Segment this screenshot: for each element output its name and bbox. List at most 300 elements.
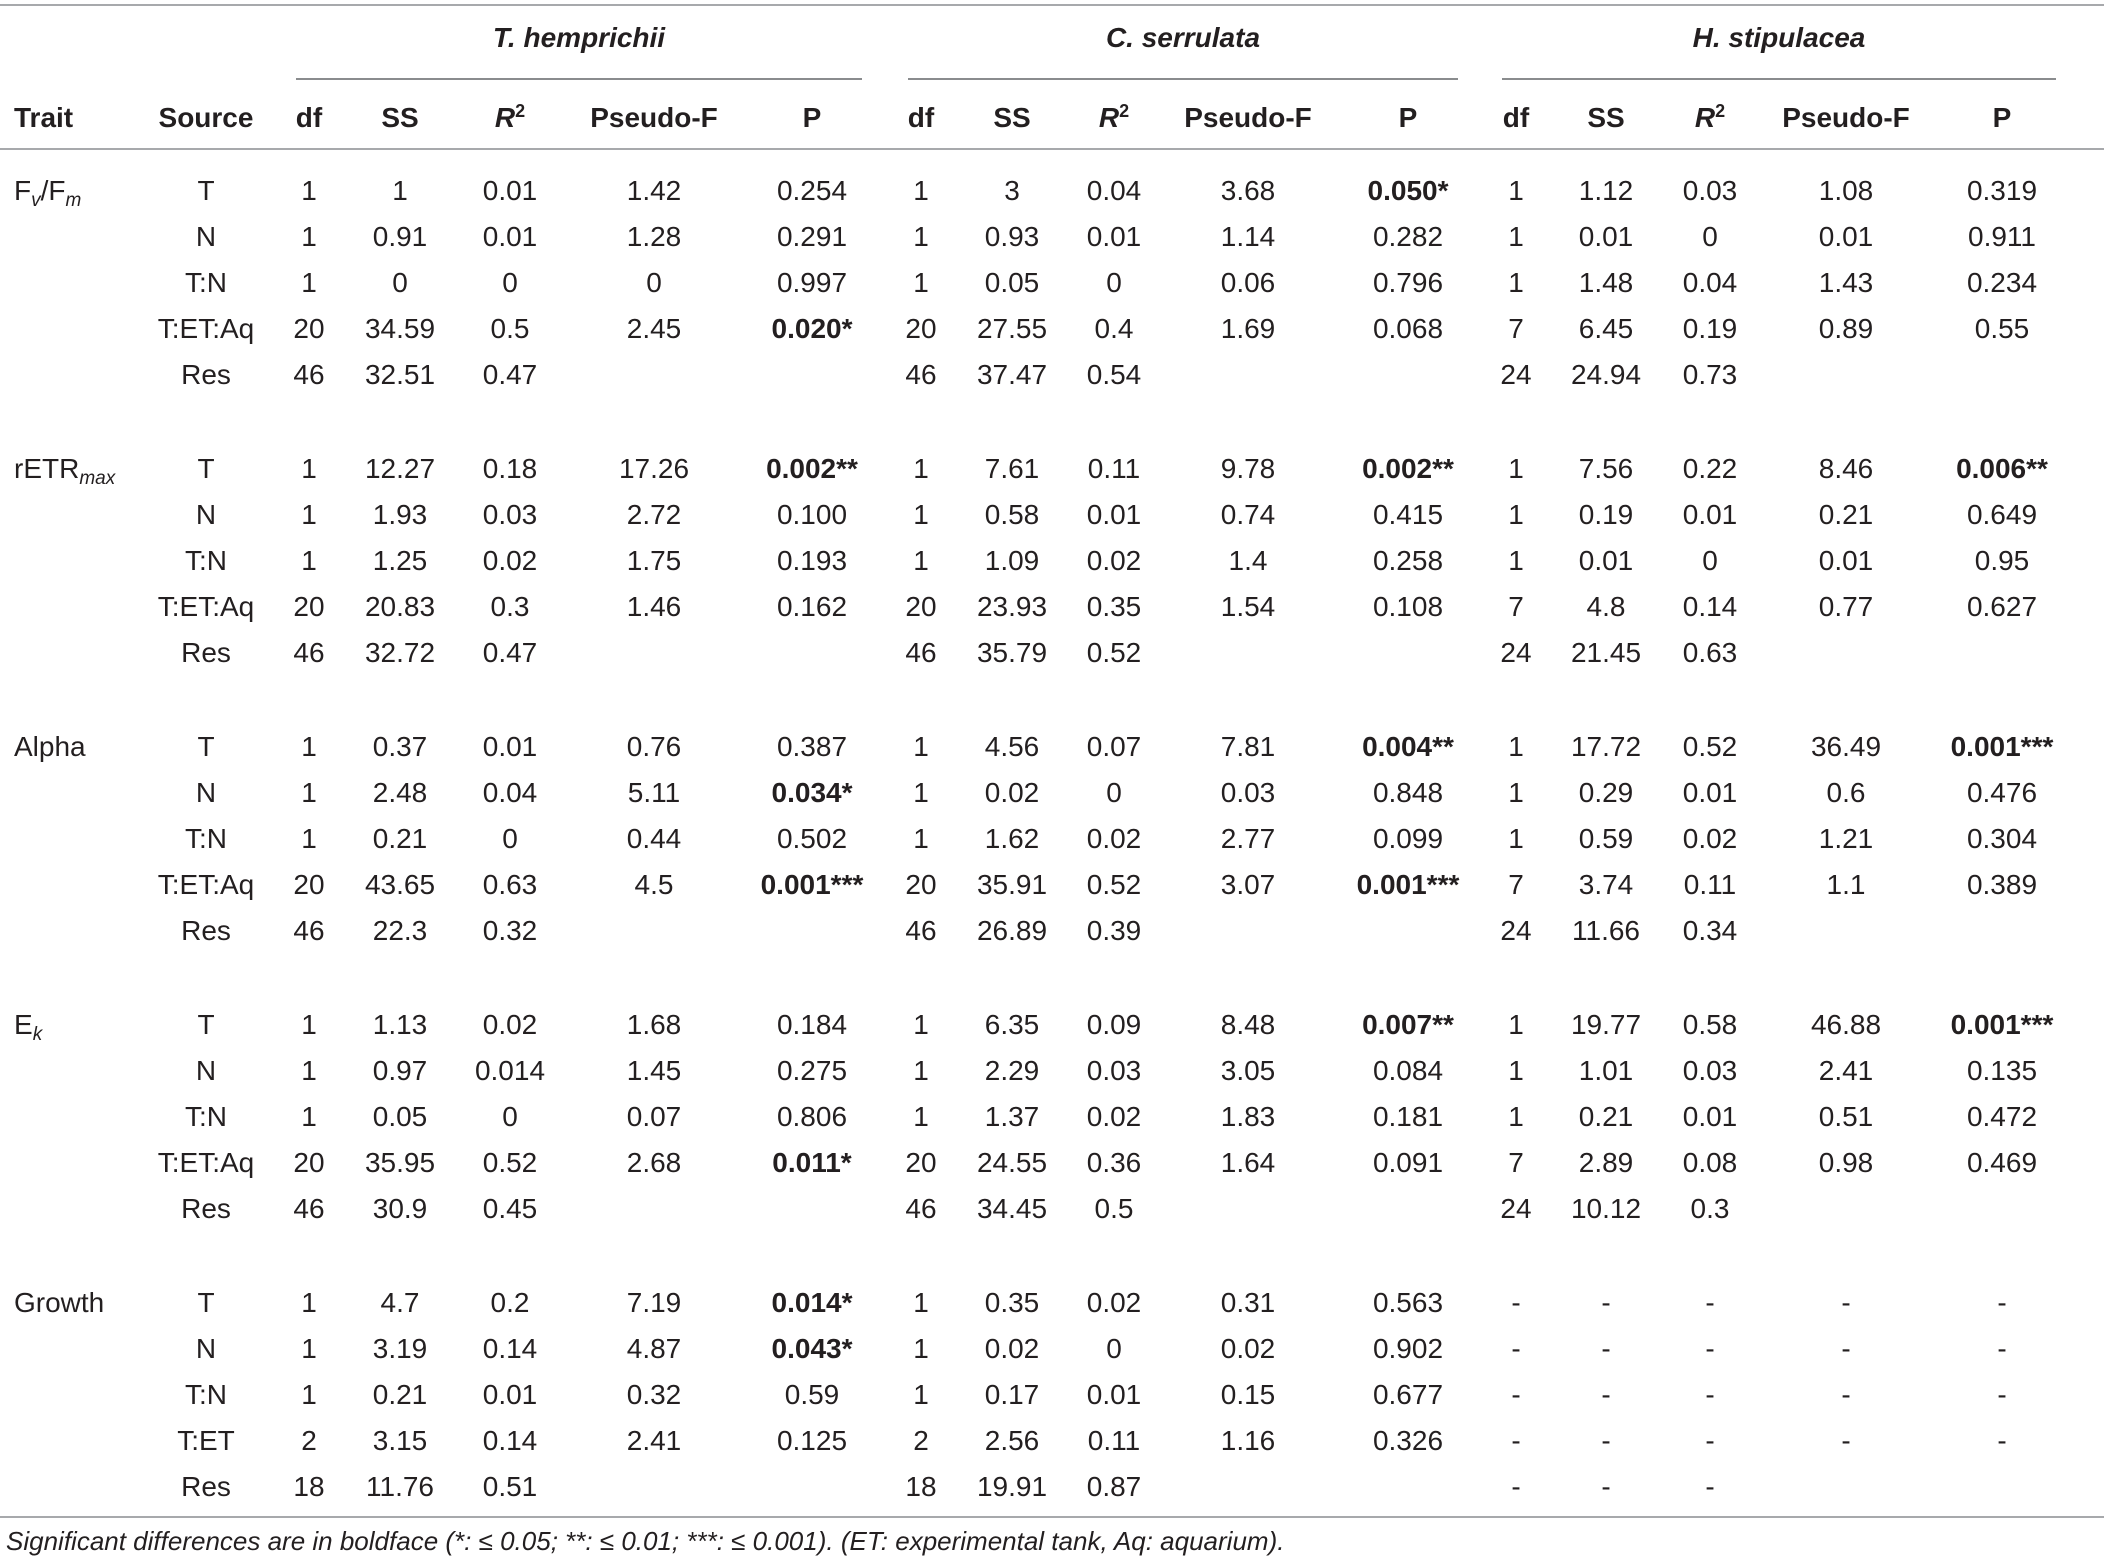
header-ss-2: SS: [1587, 102, 1625, 133]
value-cell: 0.35: [984, 1287, 1040, 1318]
value-cell: 7.56: [1578, 453, 1634, 484]
value-cell: 0.01: [1086, 1379, 1142, 1410]
value-cell: 7: [1508, 313, 1524, 344]
value-cell: 0.76: [626, 731, 682, 762]
value-cell: 0.135: [1966, 1055, 2038, 1086]
value-cell: 4.56: [984, 731, 1040, 762]
value-cell: 0.03: [482, 499, 538, 530]
header-r2-1: [1039, 100, 1189, 136]
table-row: [0, 538, 2104, 584]
value-cell: 1: [913, 731, 929, 762]
value-cell: 2.56: [984, 1425, 1040, 1456]
value-cell: 0.02: [984, 777, 1040, 808]
value-cell: 1: [913, 267, 929, 298]
value-cell: 0.32: [482, 915, 538, 946]
value-cell: 0.001***: [760, 869, 864, 900]
value-cell: 7.61: [984, 453, 1040, 484]
value-cell: -: [1997, 1425, 2007, 1456]
value-cell: 46: [293, 915, 325, 946]
value-cell: 0.15: [1220, 1379, 1276, 1410]
value-cell: 0.002**: [1362, 453, 1454, 484]
header-p-0: P: [802, 102, 822, 133]
value-cell: 0.07: [626, 1101, 682, 1132]
table-row: [0, 306, 2104, 352]
value-cell: 1.21: [1818, 823, 1874, 854]
header-p-1: P: [1398, 102, 1418, 133]
value-cell: 24: [1500, 359, 1532, 390]
value-cell: 2.89: [1578, 1147, 1634, 1178]
value-cell: 1.01: [1578, 1055, 1634, 1086]
value-cell: -: [1841, 1379, 1851, 1410]
value-cell: 2.72: [626, 499, 682, 530]
value-cell: 0.47: [482, 637, 538, 668]
header-r2-base: R: [494, 102, 516, 133]
value-cell: 0.93: [984, 221, 1040, 252]
source-cell: T: [197, 175, 215, 206]
value-cell: 0.254: [776, 175, 848, 206]
value-cell: 0.01: [1578, 221, 1634, 252]
value-cell: 46.88: [1810, 1009, 1882, 1040]
table-row: [0, 1002, 2104, 1048]
value-cell: 1.46: [626, 591, 682, 622]
value-cell: 0.011*: [772, 1147, 852, 1178]
value-cell: 21.45: [1570, 637, 1642, 668]
value-cell: 0.95: [1974, 545, 2030, 576]
value-cell: 26.89: [976, 915, 1048, 946]
table-row: [0, 908, 2104, 954]
source-cell: T: [197, 1009, 215, 1040]
value-cell: 3.05: [1220, 1055, 1276, 1086]
source-cell: Res: [181, 915, 231, 946]
value-cell: 2.48: [372, 777, 428, 808]
header-pseudo-f-2: Pseudo-F: [1782, 102, 1910, 133]
value-cell: 4.87: [626, 1333, 682, 1364]
value-cell: 0.004**: [1362, 731, 1454, 762]
source-cell: T:ET: [177, 1425, 235, 1456]
value-cell: 0.627: [1966, 591, 2038, 622]
value-cell: 43.65: [364, 869, 436, 900]
value-cell: 0.02: [1086, 1287, 1142, 1318]
value-cell: 0.91: [372, 221, 428, 252]
value-cell: -: [1601, 1471, 1611, 1502]
value-cell: 0: [502, 823, 518, 854]
source-cell: Res: [181, 1193, 231, 1224]
value-cell: 1: [913, 1379, 929, 1410]
value-cell: 1: [1508, 823, 1524, 854]
species-header-h-stipulacea: H. stipulacea: [1692, 22, 1866, 53]
value-cell: 1: [1508, 545, 1524, 576]
value-cell: 6.45: [1578, 313, 1634, 344]
value-cell: 1: [301, 1379, 317, 1410]
value-cell: 3.07: [1220, 869, 1276, 900]
value-cell: 1: [301, 175, 317, 206]
value-cell: 0.3: [1690, 1193, 1730, 1224]
value-cell: 6.35: [984, 1009, 1040, 1040]
value-cell: 1: [913, 221, 929, 252]
source-cell: N: [195, 1055, 217, 1086]
value-cell: 0.034*: [771, 777, 853, 808]
value-cell: 0.02: [1220, 1333, 1276, 1364]
value-cell: 0.58: [984, 499, 1040, 530]
value-cell: 0.01: [482, 731, 538, 762]
value-cell: 1: [301, 1101, 317, 1132]
value-cell: 1.68: [626, 1009, 682, 1040]
trait-retr-max: max: [79, 468, 116, 489]
value-cell: 46: [293, 1193, 325, 1224]
value-cell: 17.72: [1570, 731, 1642, 762]
value-cell: 3: [1004, 175, 1020, 206]
value-cell: 0.21: [1818, 499, 1874, 530]
value-cell: 0.043*: [771, 1333, 853, 1364]
value-cell: 0.34: [1682, 915, 1738, 946]
value-cell: 36.49: [1810, 731, 1882, 762]
table-row: [0, 260, 2104, 306]
source-cell: T: [197, 1287, 215, 1318]
value-cell: 1.43: [1818, 267, 1874, 298]
value-cell: 0.29: [1578, 777, 1634, 808]
value-cell: 0.193: [776, 545, 848, 576]
value-cell: 0.01: [1682, 499, 1738, 530]
value-cell: 0.47: [482, 359, 538, 390]
table-row: [0, 214, 2104, 260]
value-cell: 1: [301, 777, 317, 808]
value-cell: 1.45: [626, 1055, 682, 1086]
value-cell: 0.020*: [771, 313, 853, 344]
value-cell: 0.63: [1682, 637, 1738, 668]
value-cell: 0.184: [776, 1009, 848, 1040]
value-cell: 1: [1508, 731, 1524, 762]
source-cell: N: [195, 1333, 217, 1364]
source-cell: Res: [181, 359, 231, 390]
value-cell: 0.39: [1086, 915, 1142, 946]
value-cell: 1: [301, 545, 317, 576]
value-cell: 2.41: [1818, 1055, 1874, 1086]
table-row: [0, 816, 2104, 862]
source-cell: Res: [181, 1471, 231, 1502]
value-cell: 1: [913, 175, 929, 206]
value-cell: 1.16: [1220, 1425, 1276, 1456]
value-cell: 2.29: [984, 1055, 1040, 1086]
header-trait: Trait: [14, 102, 74, 133]
value-cell: 1: [301, 221, 317, 252]
value-cell: 0.22: [1682, 453, 1738, 484]
trait-fvfm-v: v: [31, 190, 41, 211]
value-cell: 0.19: [1578, 499, 1634, 530]
value-cell: 24.94: [1570, 359, 1642, 390]
table-row: [0, 724, 2104, 770]
value-cell: 24: [1500, 915, 1532, 946]
value-cell: 2.45: [626, 313, 682, 344]
value-cell: -: [1705, 1287, 1715, 1318]
value-cell: 0.74: [1220, 499, 1276, 530]
value-cell: 0.06: [1220, 267, 1276, 298]
value-cell: 35.91: [976, 869, 1048, 900]
value-cell: 0.54: [1086, 359, 1142, 390]
value-cell: 0.319: [1966, 175, 2038, 206]
value-cell: 0.04: [482, 777, 538, 808]
value-cell: 1.48: [1578, 267, 1634, 298]
value-cell: 7.19: [626, 1287, 682, 1318]
value-cell: -: [1997, 1287, 2007, 1318]
value-cell: 0.001***: [1950, 731, 2054, 762]
value-cell: 23.93: [976, 591, 1048, 622]
value-cell: 0: [502, 267, 518, 298]
value-cell: 19.77: [1570, 1009, 1642, 1040]
value-cell: 20: [905, 591, 937, 622]
value-cell: 0.6: [1826, 777, 1866, 808]
value-cell: 0.01: [482, 175, 538, 206]
value-cell: 0.19: [1682, 313, 1738, 344]
value-cell: 0.77: [1818, 591, 1874, 622]
header-r2-0: [435, 100, 585, 136]
value-cell: 2.68: [626, 1147, 682, 1178]
value-cell: 0.03: [1220, 777, 1276, 808]
value-cell: 0: [1106, 1333, 1122, 1364]
value-cell: -: [1601, 1287, 1611, 1318]
value-cell: 1: [301, 453, 317, 484]
header-df-1: df: [907, 102, 935, 133]
header-p-2: P: [1992, 102, 2012, 133]
value-cell: 0.3: [490, 591, 530, 622]
value-cell: 20.83: [364, 591, 436, 622]
value-cell: 0.796: [1372, 267, 1444, 298]
header-rule: [0, 148, 2104, 150]
value-cell: 1: [913, 1009, 929, 1040]
value-cell: 46: [905, 359, 937, 390]
value-cell: 22.3: [372, 915, 428, 946]
header-r2-sup: 2: [1715, 101, 1726, 121]
header-pseudo-f-1: Pseudo-F: [1184, 102, 1312, 133]
value-cell: 0.37: [372, 731, 428, 762]
value-cell: 17.26: [618, 453, 690, 484]
value-cell: 0.5: [1094, 1193, 1134, 1224]
value-cell: 0.02: [1086, 545, 1142, 576]
value-cell: 1: [301, 1055, 317, 1086]
value-cell: 1: [913, 545, 929, 576]
value-cell: 11.66: [1572, 915, 1640, 946]
value-cell: 0.36: [1086, 1147, 1142, 1178]
value-cell: 0.476: [1966, 777, 2038, 808]
table-footnote: Significant differences are in boldface (*: ≤ 0.05; **: ≤ 0.01; ***: ≤ 0.001). (ET: experimental tank, Aq: aquarium).: [6, 1526, 1285, 1556]
value-cell: 0.97: [372, 1055, 428, 1086]
value-cell: 0.07: [1086, 731, 1142, 762]
header-r2-sup: 2: [1119, 101, 1130, 121]
header-df-2: df: [1502, 102, 1530, 133]
value-cell: -: [1705, 1471, 1715, 1502]
table-row: [0, 770, 2104, 816]
value-cell: 18: [293, 1471, 325, 1502]
value-cell: 1: [1508, 499, 1524, 530]
value-cell: -: [1511, 1379, 1521, 1410]
value-cell: 0.01: [1818, 221, 1874, 252]
value-cell: -: [1705, 1333, 1715, 1364]
table-row: [0, 1326, 2104, 1372]
value-cell: 0.73: [1682, 359, 1738, 390]
value-cell: 0.02: [984, 1333, 1040, 1364]
value-cell: -: [1511, 1287, 1521, 1318]
value-cell: 1.08: [1818, 175, 1874, 206]
value-cell: 1.42: [626, 175, 682, 206]
value-cell: 2.41: [626, 1425, 682, 1456]
species-header-c-serrulata: C. serrulata: [1105, 22, 1261, 53]
value-cell: 0.14: [1682, 591, 1738, 622]
header-ss-1: SS: [993, 102, 1031, 133]
species-rule-c-serrulata: [908, 78, 1458, 80]
header-df-0: df: [295, 102, 323, 133]
value-cell: 0.03: [1682, 175, 1738, 206]
value-cell: 0.14: [482, 1425, 538, 1456]
value-cell: 20: [293, 1147, 325, 1178]
value-cell: 0.068: [1372, 313, 1444, 344]
value-cell: 0.59: [784, 1379, 840, 1410]
value-cell: 0.02: [482, 1009, 538, 1040]
table-row: [0, 446, 2104, 492]
value-cell: 0.09: [1086, 1009, 1142, 1040]
value-cell: 0.282: [1372, 221, 1444, 252]
value-cell: -: [1841, 1287, 1851, 1318]
table-row: [0, 584, 2104, 630]
table-row: [0, 1464, 2104, 1510]
value-cell: 3.15: [372, 1425, 428, 1456]
value-cell: 32.51: [364, 359, 436, 390]
value-cell: -: [1601, 1379, 1611, 1410]
value-cell: 1: [913, 499, 929, 530]
value-cell: 1: [1508, 175, 1524, 206]
source-cell: N: [195, 221, 217, 252]
value-cell: 0.05: [984, 267, 1040, 298]
source-cell: T:N: [185, 1101, 227, 1132]
value-cell: 0.21: [372, 1379, 428, 1410]
value-cell: 7.81: [1220, 731, 1276, 762]
value-cell: 7: [1508, 1147, 1524, 1178]
value-cell: -: [1705, 1379, 1715, 1410]
value-cell: -: [1511, 1471, 1521, 1502]
value-cell: 30.9: [372, 1193, 428, 1224]
trait-label-retr: [14, 451, 115, 487]
value-cell: 0: [1702, 221, 1718, 252]
header-source: Source: [158, 102, 254, 133]
value-cell: 0.01: [482, 1379, 538, 1410]
source-cell: Res: [181, 637, 231, 668]
value-cell: 0.01: [482, 221, 538, 252]
top-rule: [0, 4, 2104, 6]
header-ss-0: SS: [381, 102, 419, 133]
value-cell: 0.472: [1966, 1101, 2038, 1132]
value-cell: 20: [293, 591, 325, 622]
value-cell: 0.234: [1966, 267, 2038, 298]
value-cell: 0.51: [482, 1471, 538, 1502]
table-row: [0, 630, 2104, 676]
value-cell: 20: [293, 313, 325, 344]
trait-fvfm-slash-f: /F: [40, 175, 66, 206]
value-cell: 1.14: [1220, 221, 1276, 252]
value-cell: 0.01: [1086, 221, 1142, 252]
value-cell: 0.02: [1086, 1101, 1142, 1132]
value-cell: 0.14: [482, 1333, 538, 1364]
value-cell: 2: [301, 1425, 317, 1456]
value-cell: 0.997: [776, 267, 848, 298]
value-cell: 1.93: [372, 499, 428, 530]
value-cell: 0.304: [1966, 823, 2038, 854]
value-cell: 1.09: [984, 545, 1040, 576]
value-cell: -: [1705, 1425, 1715, 1456]
trait-ek-e: E: [14, 1009, 33, 1040]
value-cell: 1: [1508, 1055, 1524, 1086]
value-cell: 0.099: [1372, 823, 1444, 854]
value-cell: -: [1601, 1333, 1611, 1364]
value-cell: 8.48: [1220, 1009, 1276, 1040]
value-cell: 0.59: [1578, 823, 1634, 854]
value-cell: 4.7: [380, 1287, 420, 1318]
value-cell: 3.74: [1578, 869, 1634, 900]
value-cell: 1: [913, 1287, 929, 1318]
value-cell: 0.45: [482, 1193, 538, 1224]
value-cell: 1: [913, 453, 929, 484]
source-cell: T:N: [185, 545, 227, 576]
value-cell: 0.08: [1682, 1147, 1738, 1178]
source-cell: T:N: [185, 1379, 227, 1410]
value-cell: 0.31: [1220, 1287, 1276, 1318]
table-row: [0, 492, 2104, 538]
value-cell: 1.12: [1578, 175, 1634, 206]
trait-label-fvfm: [14, 173, 81, 209]
value-cell: 0.04: [1682, 267, 1738, 298]
value-cell: 0.52: [1086, 637, 1142, 668]
value-cell: -: [1997, 1333, 2007, 1364]
source-cell: T:N: [185, 267, 227, 298]
value-cell: 0.050*: [1367, 175, 1449, 206]
value-cell: 0.35: [1086, 591, 1142, 622]
value-cell: 1.37: [984, 1101, 1040, 1132]
value-cell: 0.677: [1372, 1379, 1444, 1410]
value-cell: 0.100: [776, 499, 848, 530]
value-cell: 0.108: [1372, 591, 1444, 622]
value-cell: 1.64: [1220, 1147, 1276, 1178]
value-cell: 0.911: [1968, 221, 2036, 252]
value-cell: 0.563: [1372, 1287, 1444, 1318]
value-cell: 0.848: [1372, 777, 1444, 808]
value-cell: 20: [905, 313, 937, 344]
value-cell: 0.02: [482, 545, 538, 576]
value-cell: 1: [1508, 453, 1524, 484]
value-cell: 20: [293, 869, 325, 900]
value-cell: 32.72: [364, 637, 436, 668]
header-r2-base: R: [1098, 102, 1120, 133]
header-r2-sup: 2: [515, 101, 526, 121]
table-row: [0, 1280, 2104, 1326]
value-cell: 18: [905, 1471, 937, 1502]
value-cell: 10.12: [1570, 1193, 1642, 1224]
value-cell: 1.62: [984, 823, 1040, 854]
value-cell: 24: [1500, 1193, 1532, 1224]
value-cell: 1: [913, 1055, 929, 1086]
value-cell: 1.28: [626, 221, 682, 252]
value-cell: 0.326: [1372, 1425, 1444, 1456]
value-cell: 1.13: [372, 1009, 428, 1040]
value-cell: 1: [301, 267, 317, 298]
value-cell: -: [1601, 1425, 1611, 1456]
value-cell: 0.11: [1683, 869, 1737, 900]
value-cell: 0.01: [1086, 499, 1142, 530]
value-cell: 0.181: [1372, 1101, 1444, 1132]
header-pseudo-f-0: Pseudo-F: [590, 102, 718, 133]
value-cell: 0: [502, 1101, 518, 1132]
value-cell: 0: [1106, 777, 1122, 808]
value-cell: 0.387: [776, 731, 848, 762]
value-cell: 2.77: [1220, 823, 1276, 854]
value-cell: 0.258: [1372, 545, 1444, 576]
value-cell: 1: [301, 499, 317, 530]
